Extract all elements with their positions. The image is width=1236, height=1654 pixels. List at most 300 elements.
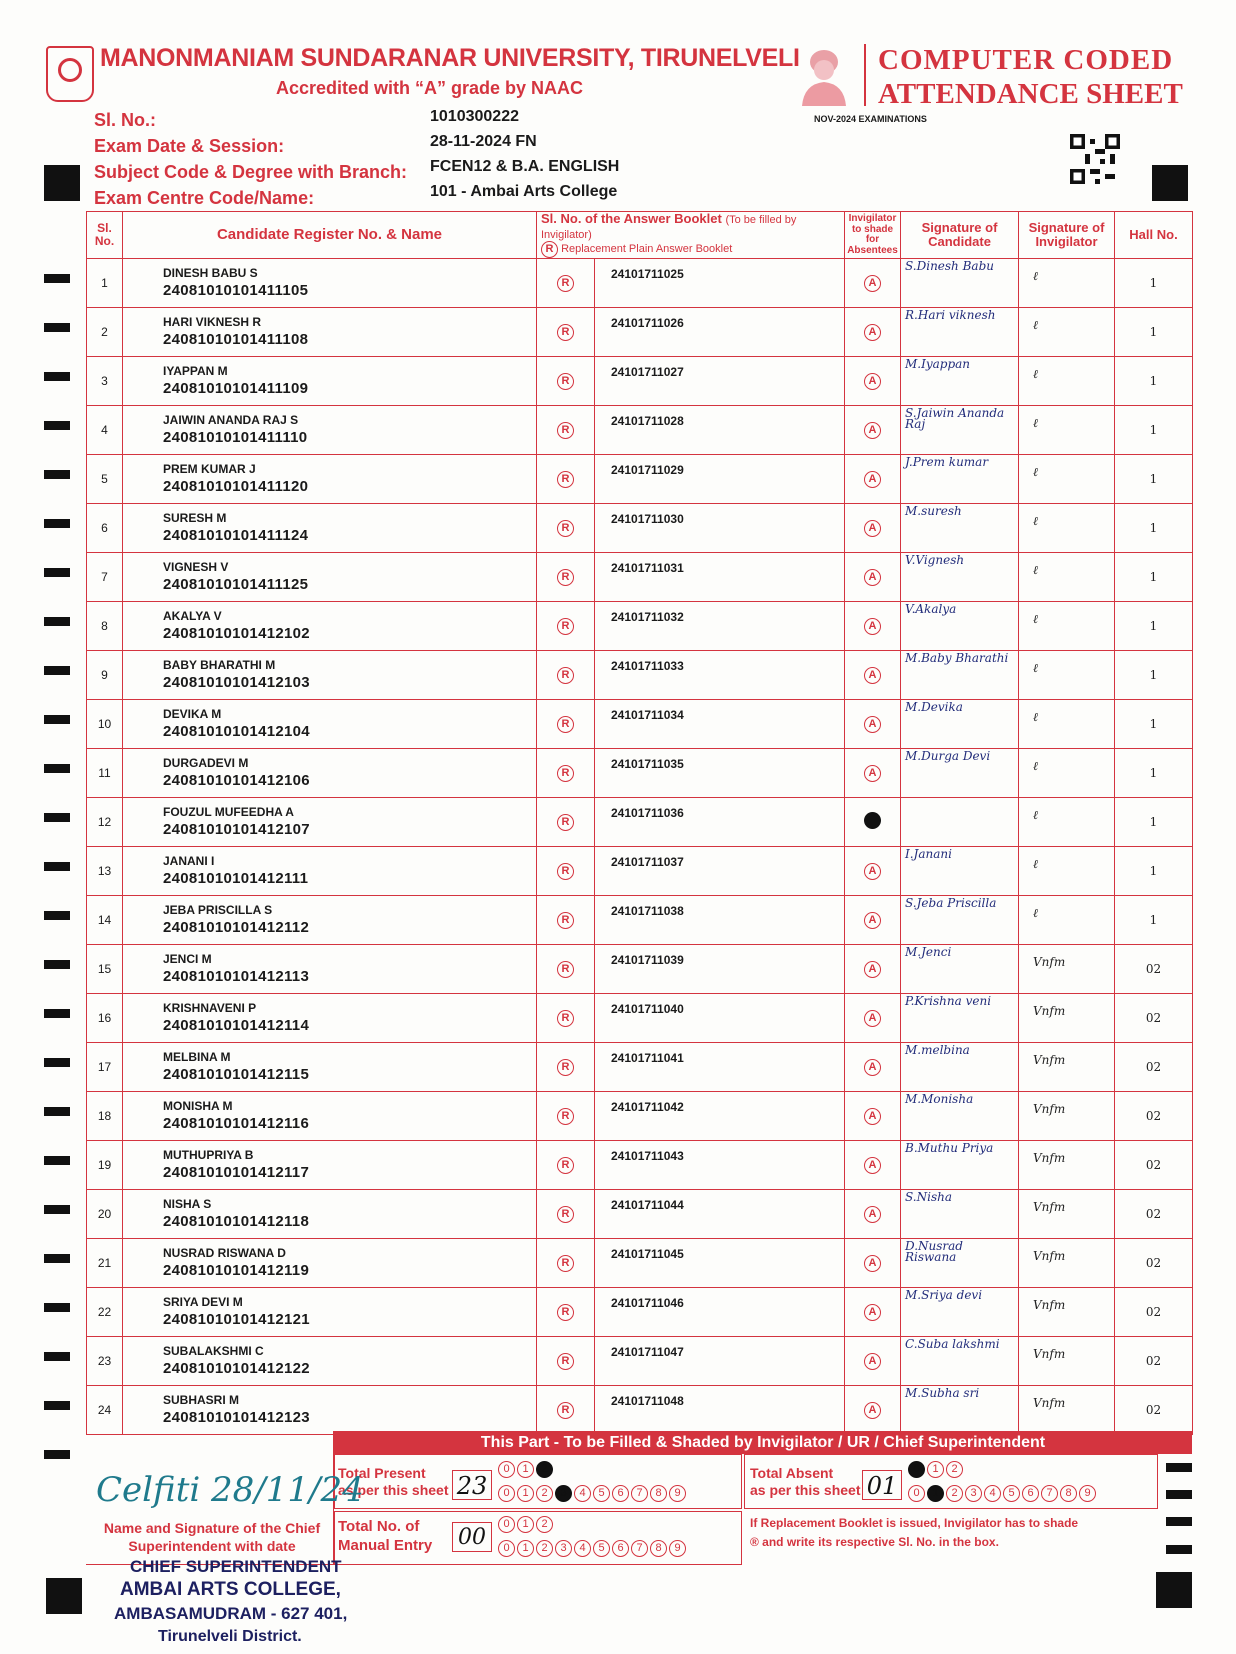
absent-bubble[interactable]: A: [864, 961, 881, 978]
university-name: MANONMANIAM SUNDARANAR UNIVERSITY, TIRUNELVELI: [100, 44, 800, 72]
candidate-name: JAIWIN ANANDA RAJ S: [163, 413, 299, 428]
register-number: 24081010101412117: [163, 1164, 310, 1182]
candidate-name: SRIYA DEVI M: [163, 1295, 243, 1310]
candidate-cell: [123, 1239, 537, 1288]
candidate-name: KRISHNAVENI P: [163, 1001, 257, 1016]
replacement-bubble[interactable]: R: [557, 1108, 574, 1125]
hall-number: 02: [1115, 1337, 1193, 1386]
invigilator-signature: Vnfm: [1019, 1337, 1115, 1386]
timing-mark: [44, 1156, 70, 1165]
col-sl: Sl. No.: [87, 212, 123, 259]
absent-cell: [845, 1337, 901, 1386]
invigilator-signature: Vnfm: [1019, 1288, 1115, 1337]
register-number: 24081010101412113: [163, 968, 310, 986]
total-present-value[interactable]: 23: [452, 1470, 492, 1500]
register-number: 24081010101411108: [163, 331, 309, 349]
register-number: 24081010101411109: [163, 380, 309, 398]
candidate-cell: [123, 749, 537, 798]
replacement-cell: [537, 700, 595, 749]
candidate-signature: M.melbina: [901, 1043, 1019, 1092]
timing-mark: [44, 421, 70, 430]
founder-portrait-icon: [796, 44, 852, 106]
total-absent-label: Total Absent as per this sheet: [750, 1465, 861, 1498]
row-sl: 3: [87, 357, 123, 406]
absent-cell: [845, 1043, 901, 1092]
timing-mark: [44, 813, 70, 822]
candidate-name: DURGADEVI M: [163, 756, 249, 771]
stamp-line-1: CHIEF SUPERINTENDENT: [130, 1557, 342, 1576]
replacement-bubble[interactable]: R: [557, 471, 574, 488]
timing-mark: [44, 519, 70, 528]
absent-cell: [845, 798, 901, 847]
table-row: [87, 455, 1193, 504]
timing-mark: [44, 1254, 70, 1263]
stamp-line-4: Tirunelveli District.: [158, 1628, 302, 1645]
booklet-number: 24101711030: [595, 504, 845, 553]
register-number: 24081010101412121: [163, 1311, 310, 1329]
timing-mark: [1166, 1517, 1192, 1526]
replacement-bubble[interactable]: R: [557, 324, 574, 341]
hall-number: 1: [1115, 847, 1193, 896]
absent-bubble[interactable]: A: [864, 1010, 881, 1027]
invigilator-signature: ℓ: [1019, 406, 1115, 455]
booklet-number: 24101711028: [595, 406, 845, 455]
col-booklet: [537, 212, 845, 259]
table-row: [87, 1190, 1193, 1239]
candidate-name: JEBA PRISCILLA S: [163, 903, 273, 918]
invigilator-signature: Vnfm: [1019, 1043, 1115, 1092]
chief-superintendent-signature: Celfiti 28/11/24: [96, 1470, 364, 1510]
candidate-cell: [123, 1288, 537, 1337]
candidate-cell: [123, 259, 537, 308]
absent-bubble[interactable]: A: [864, 1402, 881, 1419]
row-sl: 17: [87, 1043, 123, 1092]
row-sl: 6: [87, 504, 123, 553]
register-number: 24081010101412122: [163, 1360, 310, 1378]
replacement-bubble[interactable]: R: [557, 1206, 574, 1223]
replacement-bubble[interactable]: R: [557, 1010, 574, 1027]
register-number: 24081010101411125: [163, 576, 309, 594]
absent-cell: [845, 259, 901, 308]
candidate-signature: M.suresh: [901, 504, 1019, 553]
table-row: [87, 504, 1193, 553]
absent-bubble[interactable]: A: [864, 667, 881, 684]
row-sl: 22: [87, 1288, 123, 1337]
candidate-cell: [123, 504, 537, 553]
register-number: 24081010101412119: [163, 1262, 310, 1280]
register-number: 24081010101411124: [163, 527, 309, 545]
absent-bubble[interactable]: A: [864, 324, 881, 341]
absent-bubble-shaded[interactable]: [864, 812, 881, 829]
manual-entry-value[interactable]: 00: [452, 1522, 492, 1552]
invigilator-signature: ℓ: [1019, 651, 1115, 700]
absent-bubble[interactable]: A: [864, 1255, 881, 1272]
replacement-bubble[interactable]: R: [557, 716, 574, 733]
replacement-cell: [537, 847, 595, 896]
table-row: [87, 896, 1193, 945]
invigilator-signature: Vnfm: [1019, 1190, 1115, 1239]
replacement-cell: [537, 1337, 595, 1386]
replacement-bubble[interactable]: R: [557, 373, 574, 390]
booklet-number: 24101711044: [595, 1190, 845, 1239]
timing-mark: [44, 1009, 70, 1018]
hall-number: 02: [1115, 1043, 1193, 1092]
replacement-bubble[interactable]: R: [557, 1353, 574, 1370]
candidate-name: SURESH M: [163, 511, 227, 526]
booklet-number: 24101711046: [595, 1288, 845, 1337]
absent-bubble[interactable]: A: [864, 912, 881, 929]
hall-number: 02: [1115, 1141, 1193, 1190]
timing-mark: [44, 568, 70, 577]
replacement-note: R Replacement Plain Answer Booklet: [541, 241, 844, 258]
replacement-bubble[interactable]: R: [557, 1255, 574, 1272]
table-row: [87, 1288, 1193, 1337]
absent-bubble[interactable]: A: [864, 569, 881, 586]
timing-mark: [1166, 1463, 1192, 1472]
subject-value: FCEN12 & B.A. ENGLISH: [430, 158, 620, 175]
hall-number: 1: [1115, 504, 1193, 553]
replacement-bubble[interactable]: R: [557, 961, 574, 978]
timing-mark: [44, 617, 70, 626]
booklet-number: 24101711038: [595, 896, 845, 945]
candidate-signature: M.Sriya devi: [901, 1288, 1019, 1337]
hall-number: 02: [1115, 1288, 1193, 1337]
candidate-signature: V.Akalya: [901, 602, 1019, 651]
timing-mark: [44, 470, 70, 479]
absent-cell: [845, 455, 901, 504]
hall-number: 02: [1115, 945, 1193, 994]
register-number: 24081010101411120: [163, 478, 309, 496]
candidate-signature: V.Vignesh: [901, 553, 1019, 602]
table-row: [87, 651, 1193, 700]
candidate-name: IYAPPAN M: [163, 364, 228, 379]
timing-mark: [44, 960, 70, 969]
replacement-icon: R: [541, 241, 558, 258]
register-number: 24081010101411105: [163, 282, 309, 300]
row-sl: 23: [87, 1337, 123, 1386]
absent-bubble[interactable]: A: [864, 1206, 881, 1223]
row-sl: 8: [87, 602, 123, 651]
chief-superintendent-label: Name and Signature of the Chief Superintendent with date: [103, 1520, 321, 1554]
invigilator-signature: ℓ: [1019, 455, 1115, 504]
register-number: 24081010101412115: [163, 1066, 310, 1084]
invigilator-signature: ℓ: [1019, 798, 1115, 847]
candidate-cell: [123, 553, 537, 602]
hall-number: 1: [1115, 749, 1193, 798]
candidate-signature: D.Nusrad Riswana: [901, 1239, 1019, 1288]
total-absent-value[interactable]: 01: [862, 1470, 902, 1500]
absent-bubble[interactable]: A: [864, 1353, 881, 1370]
hall-number: 02: [1115, 1239, 1193, 1288]
register-number: 24081010101412111: [163, 870, 309, 888]
absent-bubble[interactable]: A: [864, 716, 881, 733]
replacement-cell: [537, 357, 595, 406]
absent-bubble[interactable]: A: [864, 863, 881, 880]
invigilator-signature: Vnfm: [1019, 1386, 1115, 1435]
absent-bubble[interactable]: A: [864, 1304, 881, 1321]
candidate-cell: [123, 1141, 537, 1190]
replacement-bubble[interactable]: R: [557, 667, 574, 684]
table-row: [87, 406, 1193, 455]
candidate-signature: M.Subha sri: [901, 1386, 1019, 1435]
candidate-cell: [123, 1043, 537, 1092]
candidate-name: DEVIKA M: [163, 707, 222, 722]
register-number: 24081010101412104: [163, 723, 310, 741]
replacement-bubble[interactable]: R: [557, 863, 574, 880]
absent-cell: [845, 357, 901, 406]
absent-cell: [845, 700, 901, 749]
booklet-number: 24101711042: [595, 1092, 845, 1141]
candidate-name: MUTHUPRIYA B: [163, 1148, 254, 1163]
replacement-cell: [537, 651, 595, 700]
register-number: 24081010101411110: [163, 429, 308, 447]
absent-cell: [845, 406, 901, 455]
booklet-note: (To be filled by Invigilator): [541, 214, 797, 241]
candidate-cell: [123, 896, 537, 945]
invigilator-signature: Vnfm: [1019, 1141, 1115, 1190]
col-sig-invigilator: Signature of Invigilator: [1019, 212, 1115, 259]
row-sl: 12: [87, 798, 123, 847]
table-row: [87, 945, 1193, 994]
timing-mark: [44, 1401, 70, 1410]
booklet-number: 24101711034: [595, 700, 845, 749]
invigilator-signature: ℓ: [1019, 896, 1115, 945]
replacement-bubble[interactable]: R: [557, 765, 574, 782]
invigilator-signature: ℓ: [1019, 749, 1115, 798]
booklet-number: 24101711039: [595, 945, 845, 994]
timing-mark: [44, 666, 70, 675]
table-row: [87, 749, 1193, 798]
candidate-cell: [123, 1190, 537, 1239]
qr-code-icon: [1070, 134, 1120, 184]
booklet-number: 24101711031: [595, 553, 845, 602]
candidate-signature: S.Jeba Priscilla: [901, 896, 1019, 945]
register-number: 24081010101412116: [163, 1115, 310, 1133]
candidate-name: DINESH BABU S: [163, 266, 258, 281]
candidate-cell: [123, 406, 537, 455]
hall-number: 1: [1115, 308, 1193, 357]
replacement-cell: [537, 1239, 595, 1288]
absent-cell: [845, 1288, 901, 1337]
row-sl: 5: [87, 455, 123, 504]
replacement-cell: [537, 1190, 595, 1239]
replacement-bubble[interactable]: R: [557, 1059, 574, 1076]
centre-value: 101 - Ambai Arts College: [430, 183, 618, 200]
booklet-number: 24101711033: [595, 651, 845, 700]
timing-mark: [44, 911, 70, 920]
absent-bubble[interactable]: A: [864, 520, 881, 537]
candidate-signature: M.Devika: [901, 700, 1019, 749]
sheet-title-line-1: COMPUTER CODED: [878, 44, 1174, 76]
register-number: 24081010101412114: [163, 1017, 310, 1035]
absent-bubble[interactable]: A: [864, 618, 881, 635]
invigilator-signature: ℓ: [1019, 847, 1115, 896]
candidate-name: JENCI M: [163, 952, 212, 967]
absent-cell: [845, 749, 901, 798]
attendance-table: [86, 211, 1193, 1435]
absent-cell: [845, 308, 901, 357]
row-sl: 18: [87, 1092, 123, 1141]
booklet-number: 24101711037: [595, 847, 845, 896]
accreditation: Accredited with “A” grade by NAAC: [276, 78, 584, 98]
table-row: [87, 602, 1193, 651]
table-row: [87, 1141, 1193, 1190]
hall-number: 1: [1115, 357, 1193, 406]
total-present-label: Total Present as per this sheet: [338, 1465, 449, 1498]
candidate-name: MELBINA M: [163, 1050, 231, 1065]
candidate-name: SUBHASRI M: [163, 1393, 240, 1408]
table-row: [87, 1337, 1193, 1386]
sl-no-label: Sl. No.:: [94, 110, 156, 130]
hall-number: 1: [1115, 700, 1193, 749]
hall-number: 02: [1115, 1092, 1193, 1141]
row-sl: 16: [87, 994, 123, 1043]
row-sl: 10: [87, 700, 123, 749]
col-candidate: Candidate Register No. & Name: [123, 212, 537, 259]
replacement-cell: [537, 1288, 595, 1337]
replacement-bubble[interactable]: R: [557, 814, 574, 831]
absent-bubble[interactable]: A: [864, 422, 881, 439]
absent-bubble[interactable]: A: [864, 275, 881, 292]
candidate-cell: [123, 994, 537, 1043]
timing-mark: [44, 1058, 70, 1067]
invigilator-signature: ℓ: [1019, 553, 1115, 602]
table-row: [87, 700, 1193, 749]
timing-mark: [44, 372, 70, 381]
absent-bubble[interactable]: A: [864, 1059, 881, 1076]
replacement-bubble[interactable]: R: [557, 618, 574, 635]
candidate-signature: M.Baby Bharathi: [901, 651, 1019, 700]
registration-mark: [44, 165, 80, 201]
row-sl: 21: [87, 1239, 123, 1288]
absent-cell: [845, 553, 901, 602]
row-sl: 15: [87, 945, 123, 994]
replacement-cell: [537, 308, 595, 357]
invigilator-signature: Vnfm: [1019, 994, 1115, 1043]
replacement-bubble[interactable]: R: [557, 275, 574, 292]
register-number: 24081010101412103: [163, 674, 310, 692]
replacement-instruction: If Replacement Booklet is issued, Invigilator has to shade ® and write its respective Sl. No. in the box.: [750, 1516, 1079, 1549]
invigilator-signature: Vnfm: [1019, 1239, 1115, 1288]
hall-number: 1: [1115, 553, 1193, 602]
table-row: [87, 994, 1193, 1043]
absent-bubble[interactable]: A: [864, 1157, 881, 1174]
candidate-signature: M.Durga Devi: [901, 749, 1019, 798]
replacement-bubble[interactable]: R: [557, 1402, 574, 1419]
hall-number: 02: [1115, 1386, 1193, 1435]
centre-label: Exam Centre Code/Name:: [94, 188, 315, 208]
replacement-cell: [537, 259, 595, 308]
invigilator-signature: Vnfm: [1019, 1092, 1115, 1141]
candidate-signature: P.Krishna veni: [901, 994, 1019, 1043]
absent-bubble[interactable]: A: [864, 1108, 881, 1125]
register-number: 24081010101412107: [163, 821, 310, 839]
replacement-cell: [537, 1141, 595, 1190]
timing-mark: [44, 274, 70, 283]
candidate-signature: J.Prem kumar: [901, 455, 1019, 504]
register-number: 24081010101412123: [163, 1409, 310, 1427]
absent-cell: [845, 847, 901, 896]
absent-bubble[interactable]: A: [864, 765, 881, 782]
hall-number: 1: [1115, 455, 1193, 504]
present-tens-bubbles: 0 1 2: [498, 1461, 555, 1479]
row-sl: 14: [87, 896, 123, 945]
row-sl: 4: [87, 406, 123, 455]
replacement-cell: [537, 945, 595, 994]
manual-tens-bubbles: 0 1 2: [498, 1516, 555, 1534]
footer-title-bar: This Part - To be Filled & Shaded by Invigilator / UR / Chief Superintendent: [334, 1431, 1192, 1454]
replacement-cell: [537, 455, 595, 504]
candidate-name: VIGNESH V: [163, 560, 229, 575]
invigilator-signature: ℓ: [1019, 308, 1115, 357]
table-row: [87, 1092, 1193, 1141]
hall-number: 1: [1115, 406, 1193, 455]
replacement-cell: [537, 1092, 595, 1141]
booklet-title: Sl. No. of the Answer Booklet: [541, 211, 722, 226]
booklet-number: 24101711040: [595, 994, 845, 1043]
candidate-cell: [123, 847, 537, 896]
candidate-name: FOUZUL MUFEEDHA A: [163, 805, 294, 820]
absent-bubble[interactable]: A: [864, 373, 881, 390]
hall-number: 1: [1115, 896, 1193, 945]
booklet-number: 24101711026: [595, 308, 845, 357]
candidate-cell: [123, 308, 537, 357]
manual-entry-label: Total No. of Manual Entry: [338, 1518, 433, 1554]
candidate-cell: [123, 455, 537, 504]
replacement-cell: [537, 504, 595, 553]
manual-ones-bubbles: 0 1 2 3 4 5 6 7 8 9: [498, 1540, 688, 1558]
candidate-signature: I.Janani: [901, 847, 1019, 896]
replacement-bubble[interactable]: R: [557, 1304, 574, 1321]
booklet-number: 24101711045: [595, 1239, 845, 1288]
replacement-cell: [537, 553, 595, 602]
stamp-line-2: AMBAI ARTS COLLEGE,: [120, 1579, 341, 1600]
replacement-bubble[interactable]: R: [557, 912, 574, 929]
timing-mark: [44, 1205, 70, 1214]
register-number: 24081010101412106: [163, 772, 310, 790]
hall-number: 1: [1115, 259, 1193, 308]
stamp-line-3: AMBASAMUDRAM - 627 401,: [114, 1604, 348, 1623]
timing-mark: [44, 1450, 70, 1459]
candidate-cell: [123, 602, 537, 651]
absent-cell: [845, 1092, 901, 1141]
candidate-cell: [123, 1337, 537, 1386]
candidate-name: HARI VIKNESH R: [163, 315, 262, 330]
hall-number: 02: [1115, 1190, 1193, 1239]
replacement-cell: [537, 798, 595, 847]
table-row: [87, 1386, 1193, 1435]
absent-tens-bubbles: 0 1 2: [908, 1461, 965, 1479]
candidate-name: MONISHA M: [163, 1099, 233, 1114]
exam-date-label: Exam Date & Session:: [94, 136, 285, 156]
candidate-cell: [123, 357, 537, 406]
exam-label: NOV-2024 EXAMINATIONS: [814, 114, 927, 124]
booklet-number: 24101711032: [595, 602, 845, 651]
replacement-bubble[interactable]: R: [557, 422, 574, 439]
absent-cell: [845, 1239, 901, 1288]
booklet-number: 24101711047: [595, 1337, 845, 1386]
table-row: [87, 553, 1193, 602]
replacement-bubble[interactable]: R: [557, 569, 574, 586]
candidate-signature: R.Hari viknesh: [901, 308, 1019, 357]
table-row: [87, 259, 1193, 308]
absent-cell: [845, 945, 901, 994]
absent-bubble[interactable]: A: [864, 471, 881, 488]
replacement-bubble[interactable]: R: [557, 1157, 574, 1174]
registration-mark: [1156, 1572, 1192, 1608]
replacement-bubble[interactable]: R: [557, 520, 574, 537]
absent-cell: [845, 994, 901, 1043]
